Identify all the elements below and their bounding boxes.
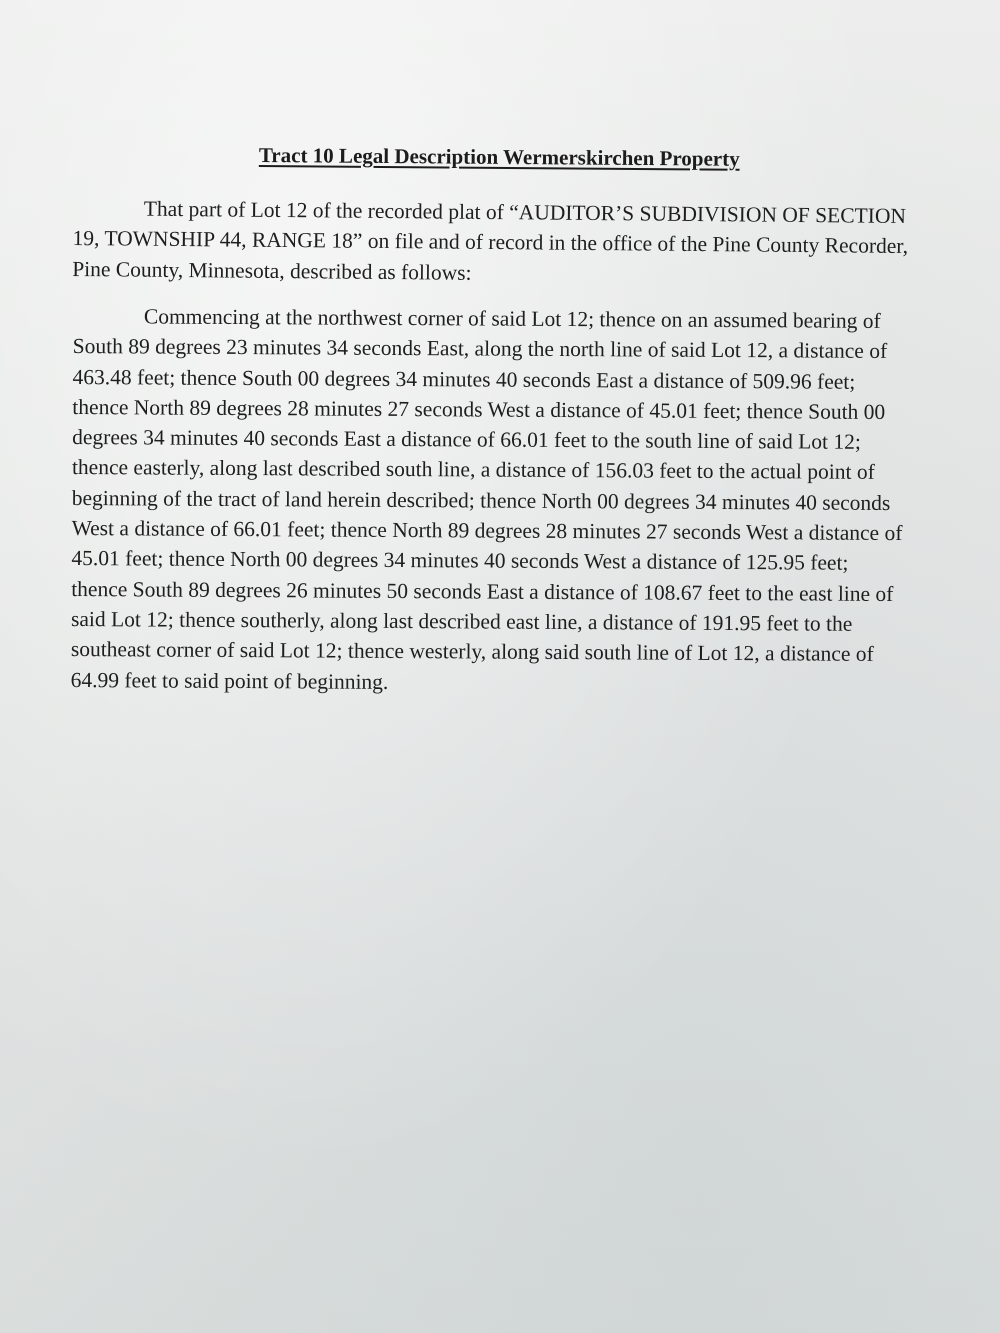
paragraph-line: 64.99 feet to said point of beginning. — [70, 667, 389, 694]
paragraph-line: Pine County, Minnesota, described as follows: — [72, 256, 472, 285]
paragraph-line: 463.48 feet; thence South 00 degrees 34 minutes 40 seconds East a distance of 509.96 feet; — [72, 364, 856, 394]
paragraph-description — [71, 301, 965, 700]
paragraph-line: South 89 degrees 23 minutes 34 seconds East, along the north line of said Lot 12, a distance of — [72, 334, 888, 364]
paragraph-line: West a distance of 66.01 feet; thence North 89 degrees 28 minutes 27 seconds West a distance of — [71, 516, 903, 546]
paragraph-line: said Lot 12; thence southerly, along last described east line, a distance of 191.95 feet to the — [70, 606, 853, 636]
paragraph-line: thence easterly, along last described south line, a distance of 156.03 feet to the actual point of — [71, 455, 875, 485]
paragraph-line: thence North 89 degrees 28 minutes 27 seconds West a distance of 45.01 feet; thence South 00 — [72, 394, 886, 424]
paragraph-line: 45.01 feet; thence North 00 degrees 34 minutes 40 seconds West a distance of 125.95 feet; — [71, 546, 849, 576]
paragraph-line: degrees 34 minutes 40 seconds East a distance of 66.01 feet to the south line of said Lot 12; — [72, 425, 861, 455]
paragraph-intro — [72, 193, 965, 292]
paragraph-line: beginning of the tract of land herein described; thence North 00 degrees 34 minutes 40 seconds — [71, 485, 891, 515]
paragraph-line: Commencing at the northwest corner of said Lot 12; thence on an assumed bearing of — [143, 304, 881, 333]
paragraph-line: southeast corner of said Lot 12; thence westerly, along said south line of Lot 12, a distance of — [70, 637, 874, 667]
paragraph-line: thence South 89 degrees 26 minutes 50 seconds East a distance of 108.67 feet to the east line of — [71, 576, 894, 606]
paragraph-line: That part of Lot 12 of the recorded plat of “AUDITOR’S SUBDIVISION OF SECTION — [143, 196, 907, 228]
document-title: Tract 10 Legal Description Wermerskirchen Property — [258, 143, 740, 171]
paragraph-line: 19, TOWNSHIP 44, RANGE 18” on file and of record in the office of the Pine County Recorder, — [72, 226, 909, 259]
